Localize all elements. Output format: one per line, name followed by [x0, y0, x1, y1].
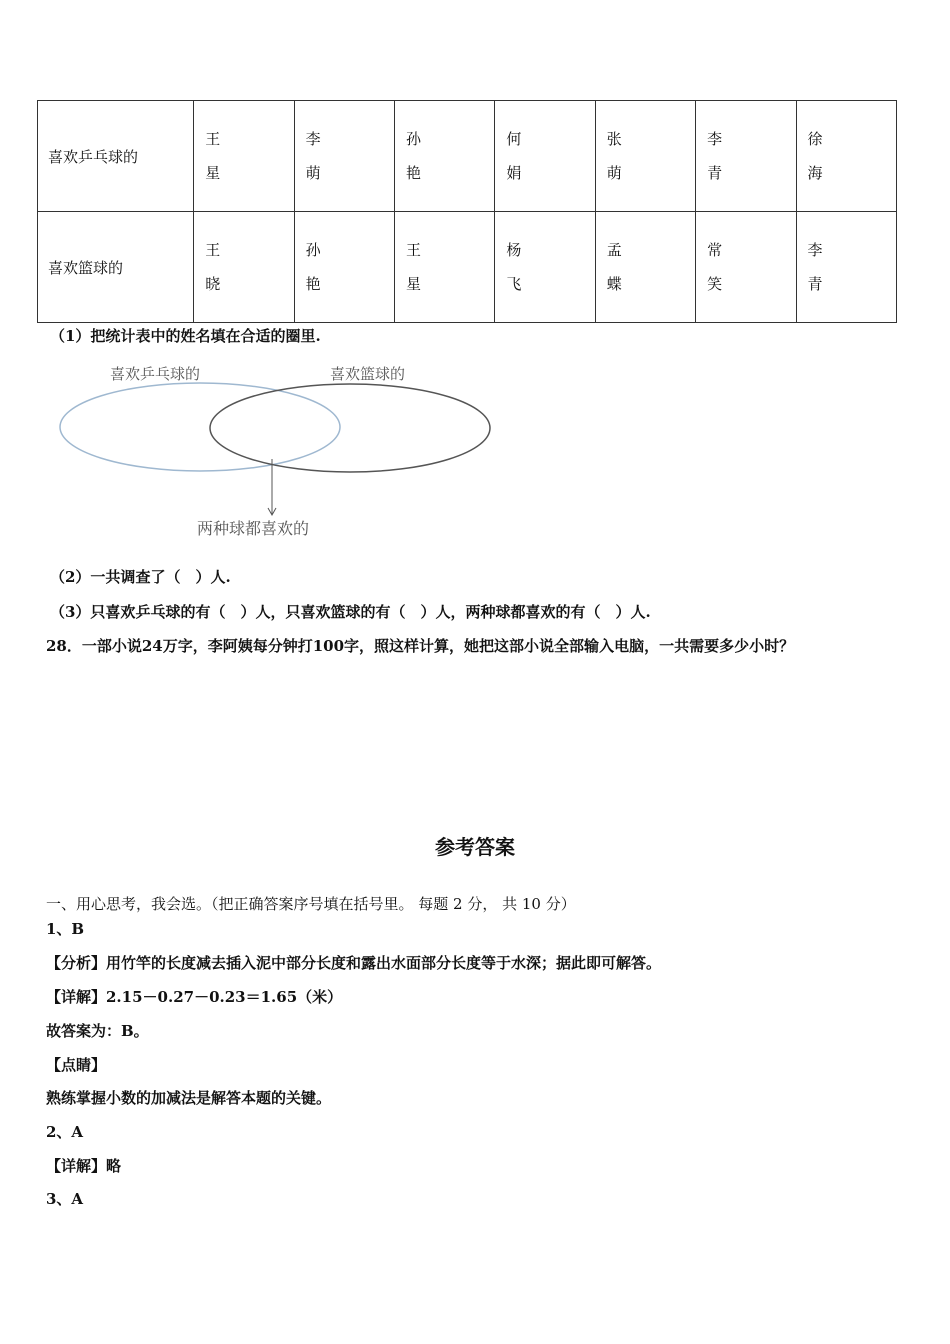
section-heading: 一、用心思考，我会选。（把正确答案序号填在括号里。 每题 2 分， 共 10 分） [46, 895, 576, 913]
answer-3: 3、A [46, 1190, 84, 1208]
name-char: 杨 [506, 241, 522, 259]
answer-1-analysis: 【分析】用竹竿的长度减去插入泥中部分长度和露出水面部分长度等于水深；据此即可解答。 [46, 954, 662, 972]
name-char: 王 [205, 130, 221, 148]
name-char: 王 [405, 241, 421, 259]
name-cell [696, 212, 796, 323]
row-header: 喜欢篮球的 [38, 212, 194, 323]
name-char: 笑 [707, 275, 723, 293]
venn-right-label: 喜欢篮球的 [330, 365, 406, 383]
name-char: 海 [807, 164, 823, 182]
answers-title: 参考答案 [435, 835, 515, 859]
answer-1-tip-label: 【点睛】 [46, 1056, 107, 1074]
name-char: 艳 [405, 164, 421, 182]
name-char: 星 [205, 164, 221, 182]
name-char: 萌 [305, 164, 321, 182]
name-char: 孙 [305, 241, 321, 259]
name-char: 李 [707, 130, 723, 148]
name-char: 星 [405, 275, 421, 293]
answer-2: 2、A [46, 1123, 84, 1141]
venn-diagram [0, 0, 600, 560]
venn-left-label: 喜欢乒乓球的 [110, 365, 201, 383]
answer-1-tip: 熟练掌握小数的加减法是解答本题的关键。 [46, 1089, 332, 1107]
question-3: （3）只喜欢乒乓球的有（ ）人，只喜欢篮球的有（ ）人，两种球都喜欢的有（ ）人. [50, 603, 651, 621]
venn-right-circle [210, 384, 490, 472]
venn-left-circle [60, 383, 340, 471]
answer-1: 1、B [46, 920, 85, 938]
answer-2-detail: 【详解】略 [46, 1157, 122, 1175]
name-char: 张 [606, 130, 622, 148]
name-cell [696, 101, 796, 212]
name-char: 艳 [305, 275, 321, 293]
name-cell [595, 101, 695, 212]
answer-1-conclusion: 故答案为：B。 [46, 1022, 149, 1040]
name-char: 常 [707, 241, 723, 259]
name-char: 徐 [807, 130, 823, 148]
name-char: 飞 [506, 275, 522, 293]
answer-1-detail: 【详解】2.15－0.27－0.23＝1.65（米） [46, 988, 343, 1006]
question-1: （1）把统计表中的姓名填在合适的圈里. [50, 327, 321, 345]
name-char: 孟 [606, 241, 622, 259]
venn-intersection-label: 两种球都喜欢的 [197, 519, 310, 538]
name-char: 孙 [405, 130, 421, 148]
name-char: 娟 [506, 164, 522, 182]
name-char: 王 [205, 241, 221, 259]
name-char: 李 [807, 241, 823, 259]
name-cell [595, 212, 695, 323]
question-28: 28．一部小说24万字，李阿姨每分钟打100字，照这样计算，她把这部小说全部输入电脑，一共需要多少小时？ [46, 637, 795, 655]
row-header: 喜欢乒乓球的 [38, 101, 194, 212]
name-char: 青 [807, 275, 823, 293]
name-cell [796, 212, 896, 323]
name-char: 萌 [606, 164, 622, 182]
name-char: 何 [506, 130, 522, 148]
question-2: （2）一共调查了（ ）人. [50, 568, 231, 586]
name-char: 青 [707, 164, 723, 182]
name-char: 蝶 [606, 275, 622, 293]
name-char: 李 [305, 130, 321, 148]
name-char: 晓 [205, 275, 221, 293]
name-cell [796, 101, 896, 212]
